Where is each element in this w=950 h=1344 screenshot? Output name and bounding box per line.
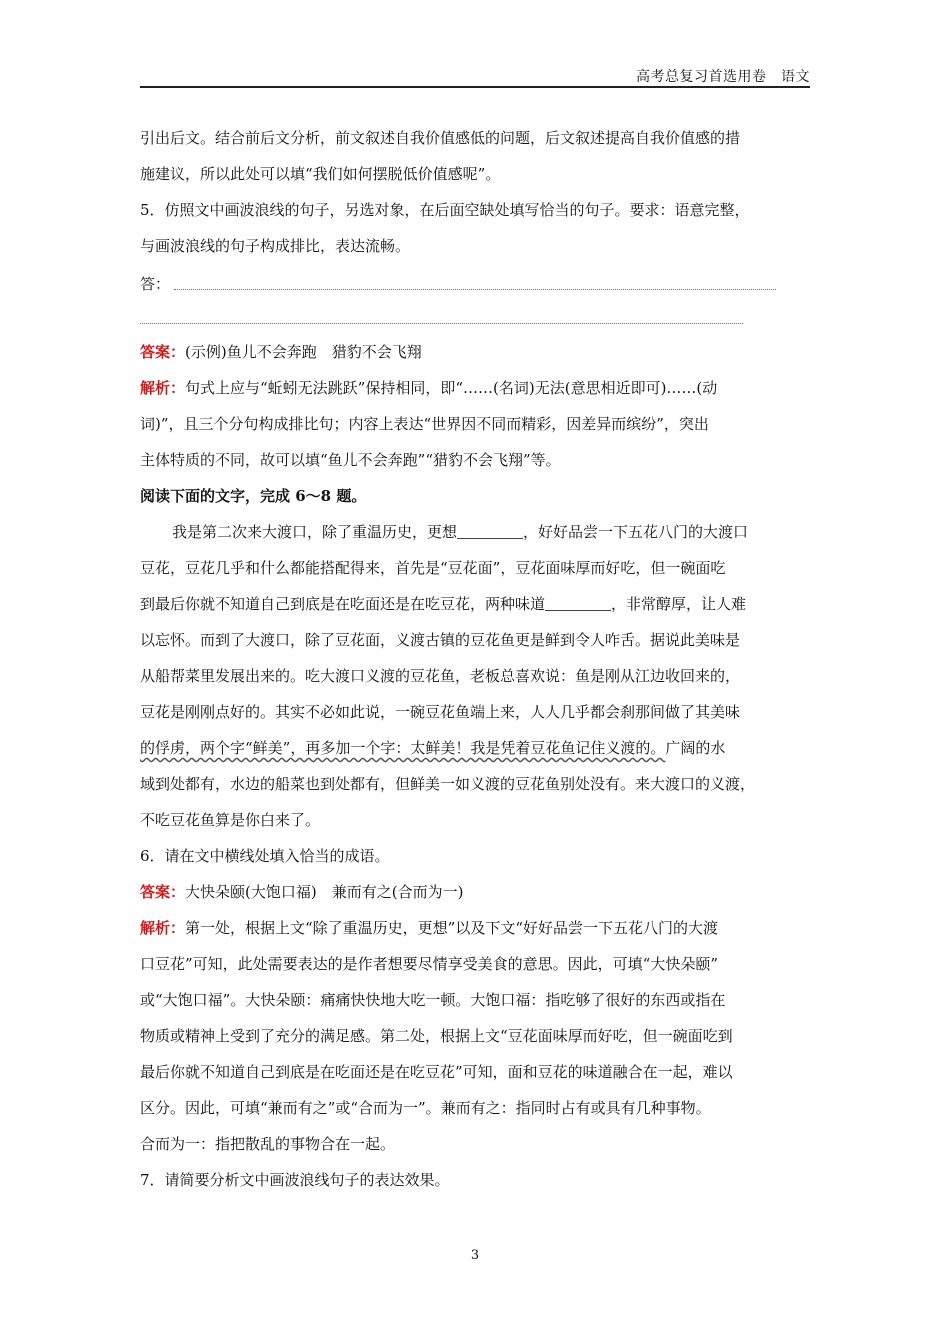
text-line: 主体特质的不同，故可以填“鱼儿不会奔跑”“猎豹不会飞翔”等。 (140, 451, 561, 469)
header-title: 高考总复习首选用卷 语文 (636, 69, 810, 85)
passage-line (140, 594, 746, 614)
header-rule (140, 86, 810, 88)
passage-line (172, 522, 748, 542)
answer-dotted-line[interactable] (174, 288, 776, 290)
text-line: 物质或精神上受到了充分的满足感。第二处，根据上文“豆花面味厚而好吃，但一碗面吃到 (140, 1027, 733, 1045)
text-line: 最后你就不知道自己到底是在吃面还是在吃豆花”可知，面和豆花的味道融合在一起，难以 (140, 1063, 733, 1081)
passage-line: 以忘怀。而到了大渡口，除了豆花面，义渡古镇的豆花鱼更是鲜到令人咋舌。据说此美味是 (140, 631, 741, 649)
analysis-label: 解析： (140, 919, 186, 937)
question-5-cont: 与画波浪线的句子构成排比，表达流畅。 (140, 237, 411, 255)
passage-text: ，非常醇厚，让人难 (611, 595, 747, 613)
question-7: 7．请简要分析文中画波浪线句子的表达效果。 (140, 1171, 450, 1189)
passage-text: ，好好品尝一下五花八门的大渡口 (523, 523, 749, 541)
wavy-underlined-sentence: 的俘虏，两个字“鲜美”，再多加一个字：太鲜美！我是凭着豆花鱼记住义渡的。 (140, 739, 666, 757)
answer-5 (140, 342, 422, 362)
answer-text: 大快朵颐(大饱口福) 兼而有之(合而为一) (185, 883, 464, 901)
answer-label: 答案： (140, 343, 186, 361)
text-line: 口豆花”可知，此处需要表达的是作者想要尽情享受美食的意思。因此，可填“大快朵颐” (140, 955, 719, 973)
passage-text: 我是第二次来大渡口，除了重温历史，更想 (172, 523, 458, 541)
analysis-label: 解析： (140, 379, 186, 397)
page-number: 3 (470, 1248, 480, 1263)
answer-label: 答案： (140, 883, 186, 901)
text-line: 或“大饱口福”。大快朵颐：痛痛快快地大吃一顿。大饱口福：指吃够了很好的东西或指在 (140, 991, 726, 1009)
analysis-5 (140, 378, 717, 398)
answer-text: (示例)鱼儿不会奔跑 猎豹不会飞翔 (185, 343, 422, 361)
passage-line: 豆花是刚刚点好的。其实不必如此说，一碗豆花鱼端上来，人人几乎都会刹那间做了其美味 (140, 703, 741, 721)
text-line: 词)”，且三个分句构成排比句；内容上表达“世界因不同而精彩，因差异而缤纷”，突出 (140, 415, 709, 433)
passage-line: 不吃豆花鱼算是你白来了。 (140, 811, 321, 829)
passage-text: 到最后你就不知道自己到底是在吃面还是在吃豆花，两种味道 (140, 595, 546, 613)
answer-prompt: 答： (140, 275, 171, 293)
question-5: 5．仿照文中画波浪线的句子，另选对象，在后面空缺处填写恰当的句子。要求：语意完整， (140, 201, 750, 219)
analysis-text: 第一处，根据上文“除了重温历史，更想”以及下文“好好品尝一下五花八门的大渡 (185, 919, 719, 937)
passage-line: 从船帮菜里发展出来的。吃大渡口义渡的豆花鱼，老板总喜欢说：鱼是刚从江边收回来的， (140, 667, 741, 685)
question-6: 6．请在文中横线处填入恰当的成语。 (140, 847, 390, 865)
text-line: 引出后文。结合前后文分析，前文叙述自我价值感低的问题，后文叙述提高自我价值感的措 (140, 129, 741, 147)
answer-dotted-line[interactable] (140, 322, 743, 324)
fill-blank-1[interactable] (457, 524, 523, 539)
answer-6 (140, 882, 463, 902)
text-line: 区分。因此，可填“兼而有之”或“合而为一”。兼而有之：指同时占有或具有几种事物。 (140, 1099, 711, 1117)
passage-line: 豆花，豆花几乎和什么都能搭配得来，首先是“豆花面”，豆花面味厚而好吃，但一碗面吃 (140, 559, 726, 577)
passage-line (140, 738, 725, 758)
text-line: 施建议，所以此处可以填“我们如何摆脱低价值感呢”。 (140, 165, 501, 183)
reading-instruction: 阅读下面的文字，完成 6～8 题。 (140, 487, 367, 505)
passage-text: 广阔的水 (665, 739, 726, 757)
passage-line: 域到处都有，水边的船菜也到处都有，但鲜美一如义渡的豆花鱼别处没有。来大渡口的义渡， (140, 775, 756, 793)
analysis-6 (140, 918, 718, 938)
fill-blank-2[interactable] (545, 596, 611, 611)
analysis-text: 句式上应与“蚯蚓无法跳跃”保持相同，即“……(名词)无法(意思相近即可)……(动 (185, 379, 718, 397)
text-line: 合而为一：指把散乱的事物合在一起。 (140, 1135, 396, 1153)
